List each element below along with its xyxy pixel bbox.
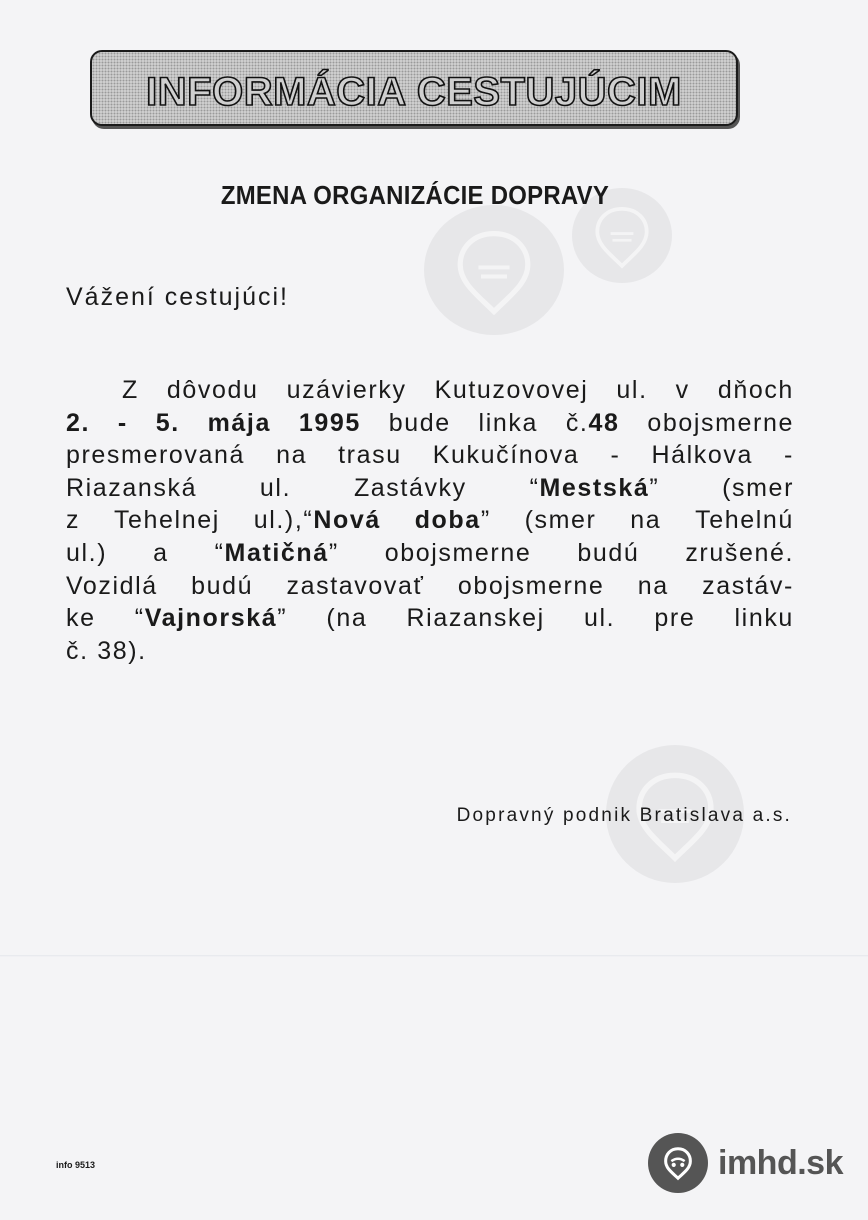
notice-word: zastáv-: [702, 571, 794, 600]
notice-line: [66, 602, 794, 635]
notice-line: [66, 504, 794, 537]
notice-word: ul.): [66, 538, 108, 567]
notice-word: Kutuzovovej: [434, 376, 589, 404]
notice-word: dňoch: [717, 376, 794, 404]
notice-word: linku: [734, 604, 794, 633]
notice-word: zrušené.: [685, 538, 794, 567]
notice-word: obojsmerne: [384, 538, 532, 567]
notice-word: presmerovaná: [66, 441, 246, 470]
notice-word: “Mestská”: [529, 473, 660, 502]
notice-word: -: [610, 441, 621, 470]
notice-word: (smer: [524, 506, 597, 535]
notice-signature: Dopravný podnik Bratislava a.s.: [456, 805, 792, 826]
notice-word: obojsmerne: [457, 571, 605, 600]
notice-word: -: [117, 408, 128, 437]
notice-word: pre: [654, 604, 696, 633]
notice-word: uzávierky: [286, 376, 407, 404]
watermark-icon: [424, 205, 564, 335]
notice-word: (na: [326, 604, 368, 633]
notice-word: na: [276, 441, 308, 470]
notice-word: 1995: [298, 408, 361, 437]
notice-word: ke: [66, 604, 96, 633]
notice-word: linka: [478, 408, 538, 437]
header-banner: [90, 50, 738, 126]
notice-word: “Matičná”: [214, 538, 339, 567]
notice-word: zastavovať: [286, 571, 425, 600]
notice-word: v: [675, 376, 690, 404]
notice-word: Tehelnú: [695, 506, 794, 535]
notice-word: Vozidlá: [66, 571, 158, 600]
notice-subtitle: ZMENA ORGANIZÁCIE DOPRAVY: [220, 180, 610, 210]
notice-word: Hálkova: [651, 441, 753, 470]
notice-line: [66, 537, 794, 570]
notice-word: ul.: [616, 376, 648, 404]
page-title: INFORMÁCIA CESTUJÚCIM: [146, 70, 682, 114]
notice-word: Zastávky: [353, 473, 467, 502]
notice-word: budú: [191, 571, 254, 600]
notice-word: Riazanská: [66, 473, 198, 502]
notice-line: [66, 407, 794, 440]
notice-word: č.48: [565, 408, 620, 437]
notice-word: budú: [577, 538, 640, 567]
notice-line: [66, 570, 794, 603]
notice-word: Tehelnej: [113, 506, 220, 535]
notice-greeting: Vážení cestujúci!: [66, 283, 289, 311]
imhd-pin-icon: [648, 1133, 708, 1193]
notice-word: 5.: [155, 408, 180, 437]
notice-word: 2.: [66, 408, 91, 437]
notice-line: [66, 374, 794, 407]
notice-word: 38).: [97, 636, 147, 665]
notice-word: ul.: [259, 473, 292, 502]
notice-line: [66, 472, 794, 505]
notice-word: č.: [66, 636, 89, 665]
notice-word: Z: [122, 376, 139, 404]
notice-word: -: [784, 441, 794, 470]
info-code: info 9513: [56, 1160, 96, 1170]
notice-word: Kukučínova: [432, 441, 580, 470]
notice-body: [66, 374, 794, 667]
imhd-logo-text: imhd.sk: [718, 1143, 843, 1182]
notice-word: doba”: [414, 506, 491, 535]
notice-line: [66, 635, 794, 668]
notice-word: obojsmerne: [647, 408, 794, 437]
notice-word: ul.),“Nová: [253, 506, 381, 535]
notice-word: trasu: [338, 441, 402, 470]
imhd-logo: [648, 1133, 843, 1193]
notice-word: ul.: [583, 604, 616, 633]
notice-word: bude: [388, 408, 451, 437]
notice-word: mája: [207, 408, 271, 437]
paper-fold: [0, 955, 868, 957]
notice-word: Riazanskej: [406, 604, 545, 633]
notice-word: na: [637, 571, 669, 600]
notice-word: (smer: [722, 473, 794, 502]
notice-word: z: [66, 506, 81, 535]
notice-word: a: [153, 538, 169, 567]
notice-word: dôvodu: [166, 376, 259, 404]
notice-word: na: [630, 506, 662, 535]
notice-line: [66, 439, 794, 472]
notice-word: “Vajnorská”: [134, 604, 288, 633]
